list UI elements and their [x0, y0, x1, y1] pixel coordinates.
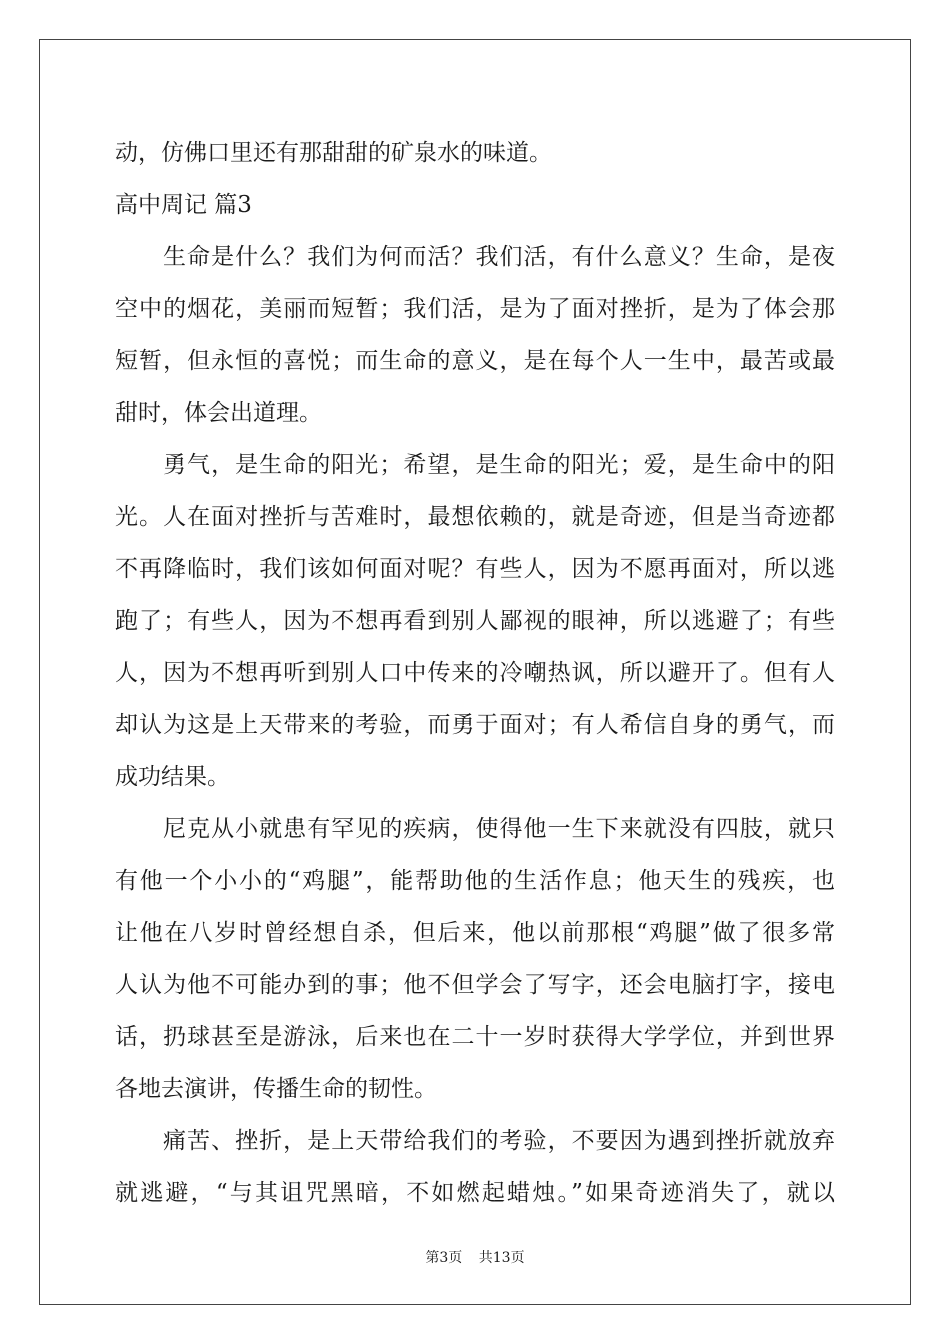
- document-body: [115, 127, 835, 1219]
- text-line: 勇气，是生命的阳光；希望，是生命的阳光；爱，是生命中的阳: [163, 452, 835, 478]
- text-line: 尼克从小就患有罕见的疾病，使得他一生下来就没有四肢，就只: [163, 816, 835, 842]
- text-line: 成功结果。: [115, 764, 230, 790]
- page-number: 第3页: [425, 1250, 463, 1266]
- page-total: 共13页: [478, 1250, 525, 1266]
- text-line: 话，扔球甚至是游泳，后来也在二十一岁时获得大学学位，并到世界: [115, 1024, 835, 1050]
- text-line: 跑了；有些人，因为不想再看到别人鄙视的眼神，所以逃避了；有些: [115, 608, 835, 634]
- text-line: 空中的烟花，美丽而短暂；我们活，是为了面对挫折，是为了体会那: [115, 296, 835, 322]
- text-line: 痛苦、挫折，是上天带给我们的考验，不要因为遇到挫折就放弃: [163, 1128, 835, 1154]
- section-heading: 高中周记 篇3: [115, 192, 252, 218]
- text-line: 却认为这是上天带来的考验，而勇于面对；有人希信自身的勇气，而: [115, 712, 835, 738]
- text-line: 就逃避，“与其诅咒黑暗，不如燃起蜡烛。”如果奇迹消失了，就以: [115, 1180, 835, 1206]
- text-line: 短暂，但永恒的喜悦；而生命的意义，是在每个人一生中，最苦或最: [115, 348, 835, 374]
- text-line: 动，仿佛口里还有那甜甜的矿泉水的味道。: [115, 140, 552, 166]
- text-line: 光。人在面对挫折与苦难时，最想依赖的，就是奇迹，但是当奇迹都: [115, 504, 835, 530]
- text-line: 各地去演讲，传播生命的韧性。: [115, 1076, 437, 1102]
- text-line: 不再降临时，我们该如何面对呢？有些人，因为不愿再面对，所以逃: [115, 556, 835, 582]
- text-line: 人认为他不可能办到的事；他不但学会了写字，还会电脑打字，接电: [115, 972, 835, 998]
- page-footer: [0, 1247, 950, 1267]
- text-line: 有他一个小小的“鸡腿”，能帮助他的生活作息；他天生的残疾，也: [115, 868, 835, 894]
- text-line: 甜时，体会出道理。: [115, 400, 322, 426]
- text-line: 生命是什么？我们为何而活？我们活，有什么意义？生命，是夜: [163, 244, 835, 270]
- text-line: 人，因为不想再听到别人口中传来的冷嘲热讽，所以避开了。但有人: [115, 660, 835, 686]
- text-line: 让他在八岁时曾经想自杀，但后来，他以前那根“鸡腿”做了很多常: [115, 920, 835, 946]
